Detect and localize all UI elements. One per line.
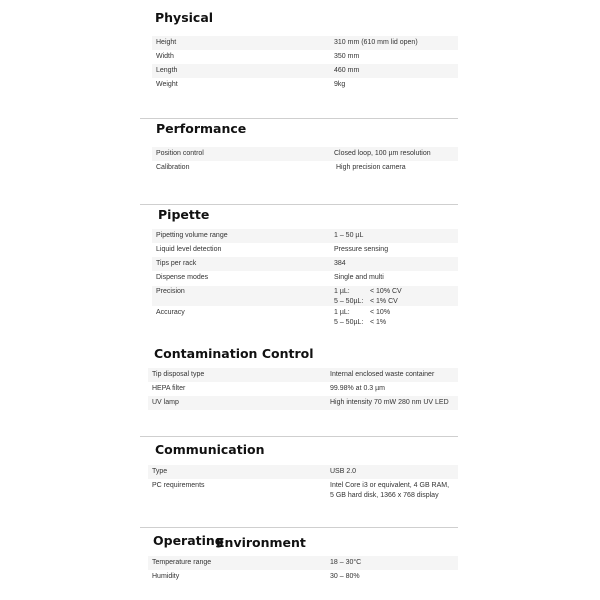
spec-label: Width: [156, 53, 174, 60]
spec-row: [148, 556, 458, 570]
accuracy-line: [334, 318, 390, 328]
precision-line: [334, 297, 402, 307]
spec-value: Pressure sensing: [334, 246, 389, 253]
spec-value: [334, 308, 390, 328]
precision-line: [334, 287, 402, 297]
section-divider: [140, 527, 458, 528]
spec-row: [148, 396, 458, 410]
spec-row-pc-requirements: [148, 480, 458, 500]
spec-row: [152, 161, 458, 175]
section-title-communication: Communication: [155, 442, 265, 457]
spec-label: Calibration: [156, 164, 190, 171]
spec-value: 310 mm (610 mm lid open): [334, 39, 418, 46]
spec-value: 30 – 80%: [330, 573, 360, 580]
spec-row: [152, 243, 458, 257]
section-divider: [140, 436, 458, 437]
spec-label: Pipetting volume range: [156, 232, 228, 239]
spec-label: Precision: [156, 288, 185, 295]
spec-value: 460 mm: [334, 67, 360, 74]
spec-label: Position control: [156, 150, 204, 157]
spec-row: [152, 64, 458, 78]
precision-key: 1 µL:: [334, 288, 350, 295]
spec-label: Liquid level detection: [156, 246, 222, 253]
spec-row: [152, 271, 458, 285]
spec-label: Height: [156, 39, 177, 46]
spec-label: Accuracy: [156, 309, 185, 316]
spec-row-accuracy: [152, 307, 458, 327]
precision-val: < 10% CV: [370, 288, 402, 295]
spec-row: [152, 36, 458, 50]
precision-key: 5 – 50µL:: [334, 298, 364, 305]
accuracy-key: 1 µL:: [334, 309, 350, 316]
section-title-performance: Performance: [156, 121, 247, 136]
spec-value: Internal enclosed waste container: [330, 371, 435, 378]
spec-value: 384: [334, 260, 346, 267]
accuracy-val: < 1%: [370, 319, 387, 326]
section-title-contamination-control: Contamination Control: [154, 346, 314, 361]
spec-label: PC requirements: [152, 482, 205, 489]
spec-label: UV lamp: [152, 399, 179, 406]
spec-label: Type: [152, 468, 168, 475]
spec-value: Closed loop, 100 µm resolution: [334, 150, 431, 157]
spec-row: [152, 50, 458, 64]
accuracy-line: [334, 308, 390, 318]
section-title-pipette: Pipette: [158, 207, 210, 222]
spec-label: Temperature range: [152, 559, 212, 566]
precision-val: < 1% CV: [370, 298, 398, 305]
spec-value: Single and multi: [334, 274, 384, 281]
spec-row: [152, 229, 458, 243]
section-divider: [140, 204, 458, 205]
accuracy-val: < 10%: [370, 309, 391, 316]
spec-row: [148, 465, 458, 479]
accuracy-key: 5 – 50µL:: [334, 319, 364, 326]
spec-value: USB 2.0: [330, 468, 357, 475]
section-title-environment: Environment: [216, 535, 306, 550]
spec-value: 9kg: [334, 81, 346, 88]
pc-requirements-line: 5 GB hard disk, 1366 x 768 display: [330, 492, 439, 499]
spec-value: High intensity 70 mW 280 nm UV LED: [330, 399, 449, 406]
section-divider: [140, 118, 458, 119]
spec-value: 350 mm: [334, 53, 360, 60]
spec-value: [330, 481, 449, 501]
spec-value: 99.98% at 0.3 µm: [330, 385, 386, 392]
spec-row: [152, 78, 458, 92]
spec-row: [152, 257, 458, 271]
spec-row-precision: [152, 286, 458, 306]
spec-value: 1 – 50 µL: [334, 232, 364, 239]
spec-value: 18 – 30°C: [330, 559, 362, 566]
spec-label: Weight: [156, 81, 178, 88]
spec-label: Humidity: [152, 573, 180, 580]
section-title-physical: Physical: [155, 10, 214, 25]
section-title-operating: Operating: [153, 533, 224, 548]
spec-label: Dispense modes: [156, 274, 209, 281]
spec-label: Tip disposal type: [152, 371, 205, 378]
spec-label: Tips per rack: [156, 260, 197, 267]
spec-value: [334, 287, 402, 307]
spec-row: [152, 147, 458, 161]
spec-value: High precision camera: [336, 164, 406, 171]
spec-row: [148, 382, 458, 396]
spec-row: [148, 570, 458, 584]
pc-requirements-line: Intel Core i3 or equivalent, 4 GB RAM,: [330, 482, 450, 489]
spec-label: Length: [156, 67, 178, 74]
spec-row: [148, 368, 458, 382]
spec-label: HEPA filter: [152, 385, 186, 392]
